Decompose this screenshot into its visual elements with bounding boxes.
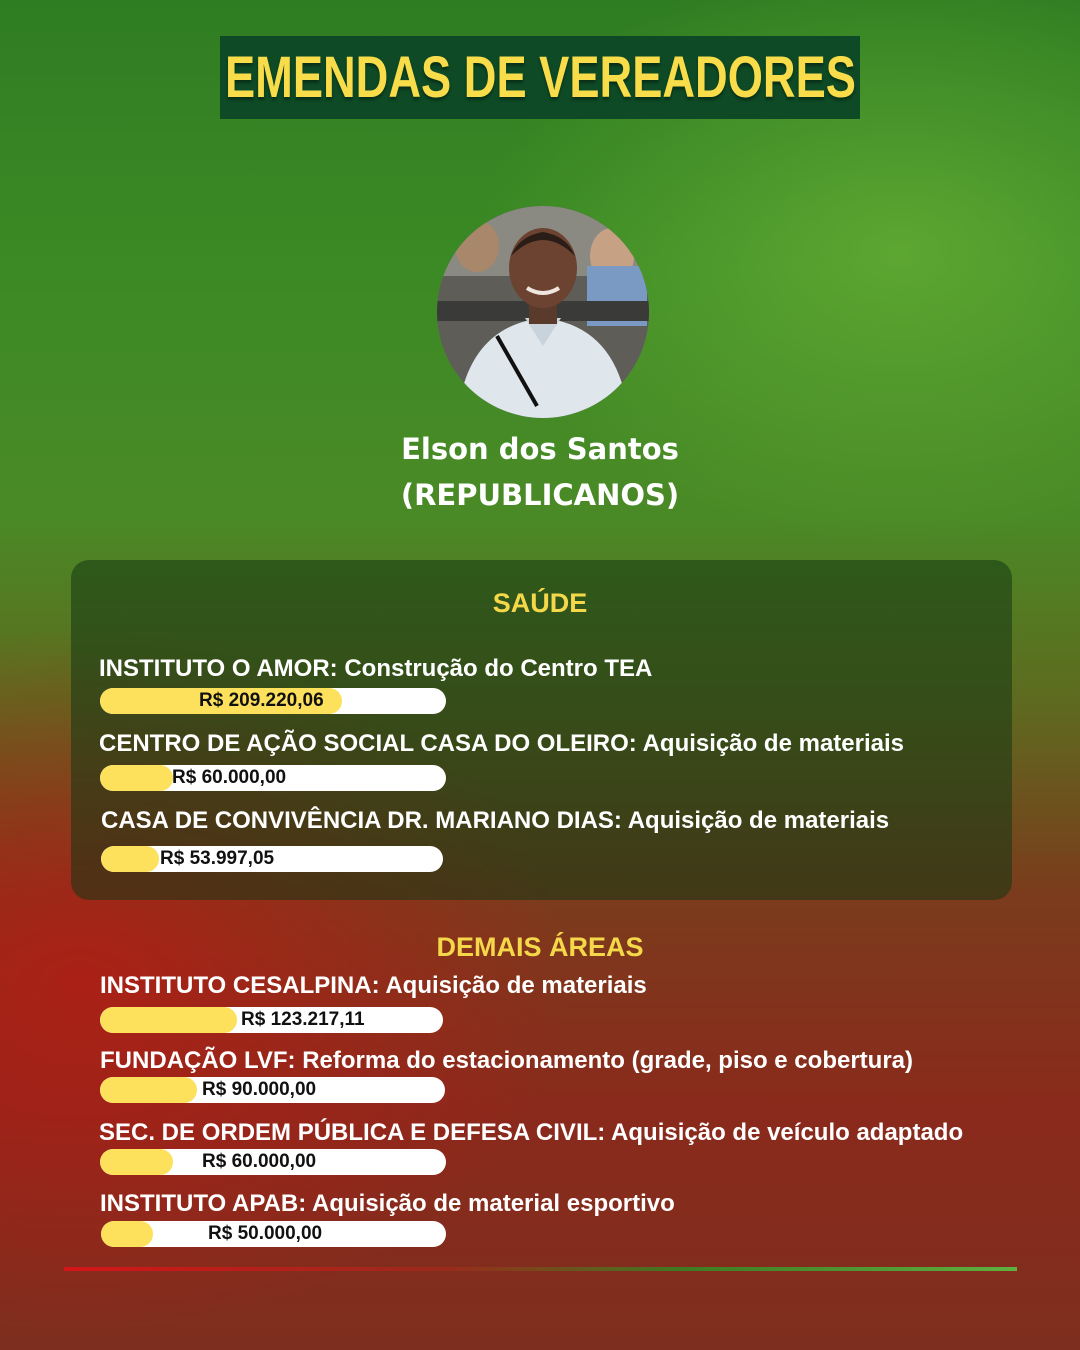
entity-name: CENTRO DE AÇÃO SOCIAL CASA DO OLEIRO: — [99, 730, 637, 757]
amount-bar — [100, 1077, 445, 1103]
entity-name: INSTITUTO O AMOR: — [99, 655, 338, 682]
item-description: Aquisição de materiais — [621, 807, 890, 834]
amount-bar-fill — [100, 1007, 237, 1033]
item-description: Aquisição de materiais — [379, 972, 647, 999]
entity-name: INSTITUTO APAB: — [100, 1190, 307, 1217]
amount-bar — [100, 688, 446, 714]
amount-value: R$ 50.000,00 — [208, 1223, 323, 1244]
amount-bar-fill — [100, 1077, 197, 1103]
title-banner — [220, 36, 860, 119]
amount-value: R$ 123.217,11 — [241, 1009, 365, 1030]
entity-name: INSTITUTO CESALPINA: — [100, 972, 380, 999]
item-description: Aquisição de veículo adaptado — [605, 1119, 964, 1146]
item-description: Construção do Centro TEA — [337, 655, 653, 682]
amount-bar-fill — [100, 765, 173, 791]
item-description: Aquisição de material esportivo — [306, 1190, 675, 1217]
amount-bar — [100, 765, 446, 791]
amount-bar-fill — [101, 1221, 153, 1247]
entity-name: CASA DE CONVIVÊNCIA DR. MARIANO DIAS: — [101, 807, 622, 834]
amount-value: R$ 53.997,05 — [160, 848, 275, 869]
entity-name: SEC. DE ORDEM PÚBLICA E DEFESA CIVIL: — [99, 1119, 606, 1146]
councilor-party: (REPUBLICANOS) — [400, 478, 680, 512]
demais-section-title: DEMAIS ÁREAS — [436, 932, 644, 962]
demais-item-label — [100, 1047, 913, 1075]
demais-item-label — [100, 972, 647, 1000]
saude-item-label — [99, 655, 652, 683]
amount-bar-fill — [100, 1149, 173, 1175]
entity-name: FUNDAÇÃO LVF: — [100, 1047, 296, 1074]
amount-bar — [101, 846, 443, 872]
amount-bar — [101, 1221, 446, 1247]
item-description: Aquisição de materiais — [636, 730, 905, 757]
page-title: EMENDAS DE VEREADORES — [224, 45, 856, 110]
amount-value: R$ 60.000,00 — [202, 1151, 317, 1172]
councilor-photo — [437, 206, 649, 418]
amount-value: R$ 90.000,00 — [202, 1079, 317, 1100]
amount-bar — [100, 1007, 443, 1033]
saude-section-title: SAÚDE — [492, 588, 588, 618]
demais-item-label — [100, 1190, 675, 1218]
saude-item-label — [99, 730, 904, 758]
item-description: Reforma do estacionamento (grade, piso e cobertura) — [295, 1047, 913, 1074]
bottom-divider — [64, 1267, 1017, 1271]
demais-item-label — [99, 1119, 963, 1147]
councilor-name: Elson dos Santos — [401, 432, 679, 466]
amount-value: R$ 209.220,06 — [199, 690, 324, 711]
amount-bar — [100, 1149, 446, 1175]
amount-value: R$ 60.000,00 — [172, 767, 287, 788]
amount-bar-fill — [101, 846, 159, 872]
saude-item-label — [101, 807, 889, 835]
